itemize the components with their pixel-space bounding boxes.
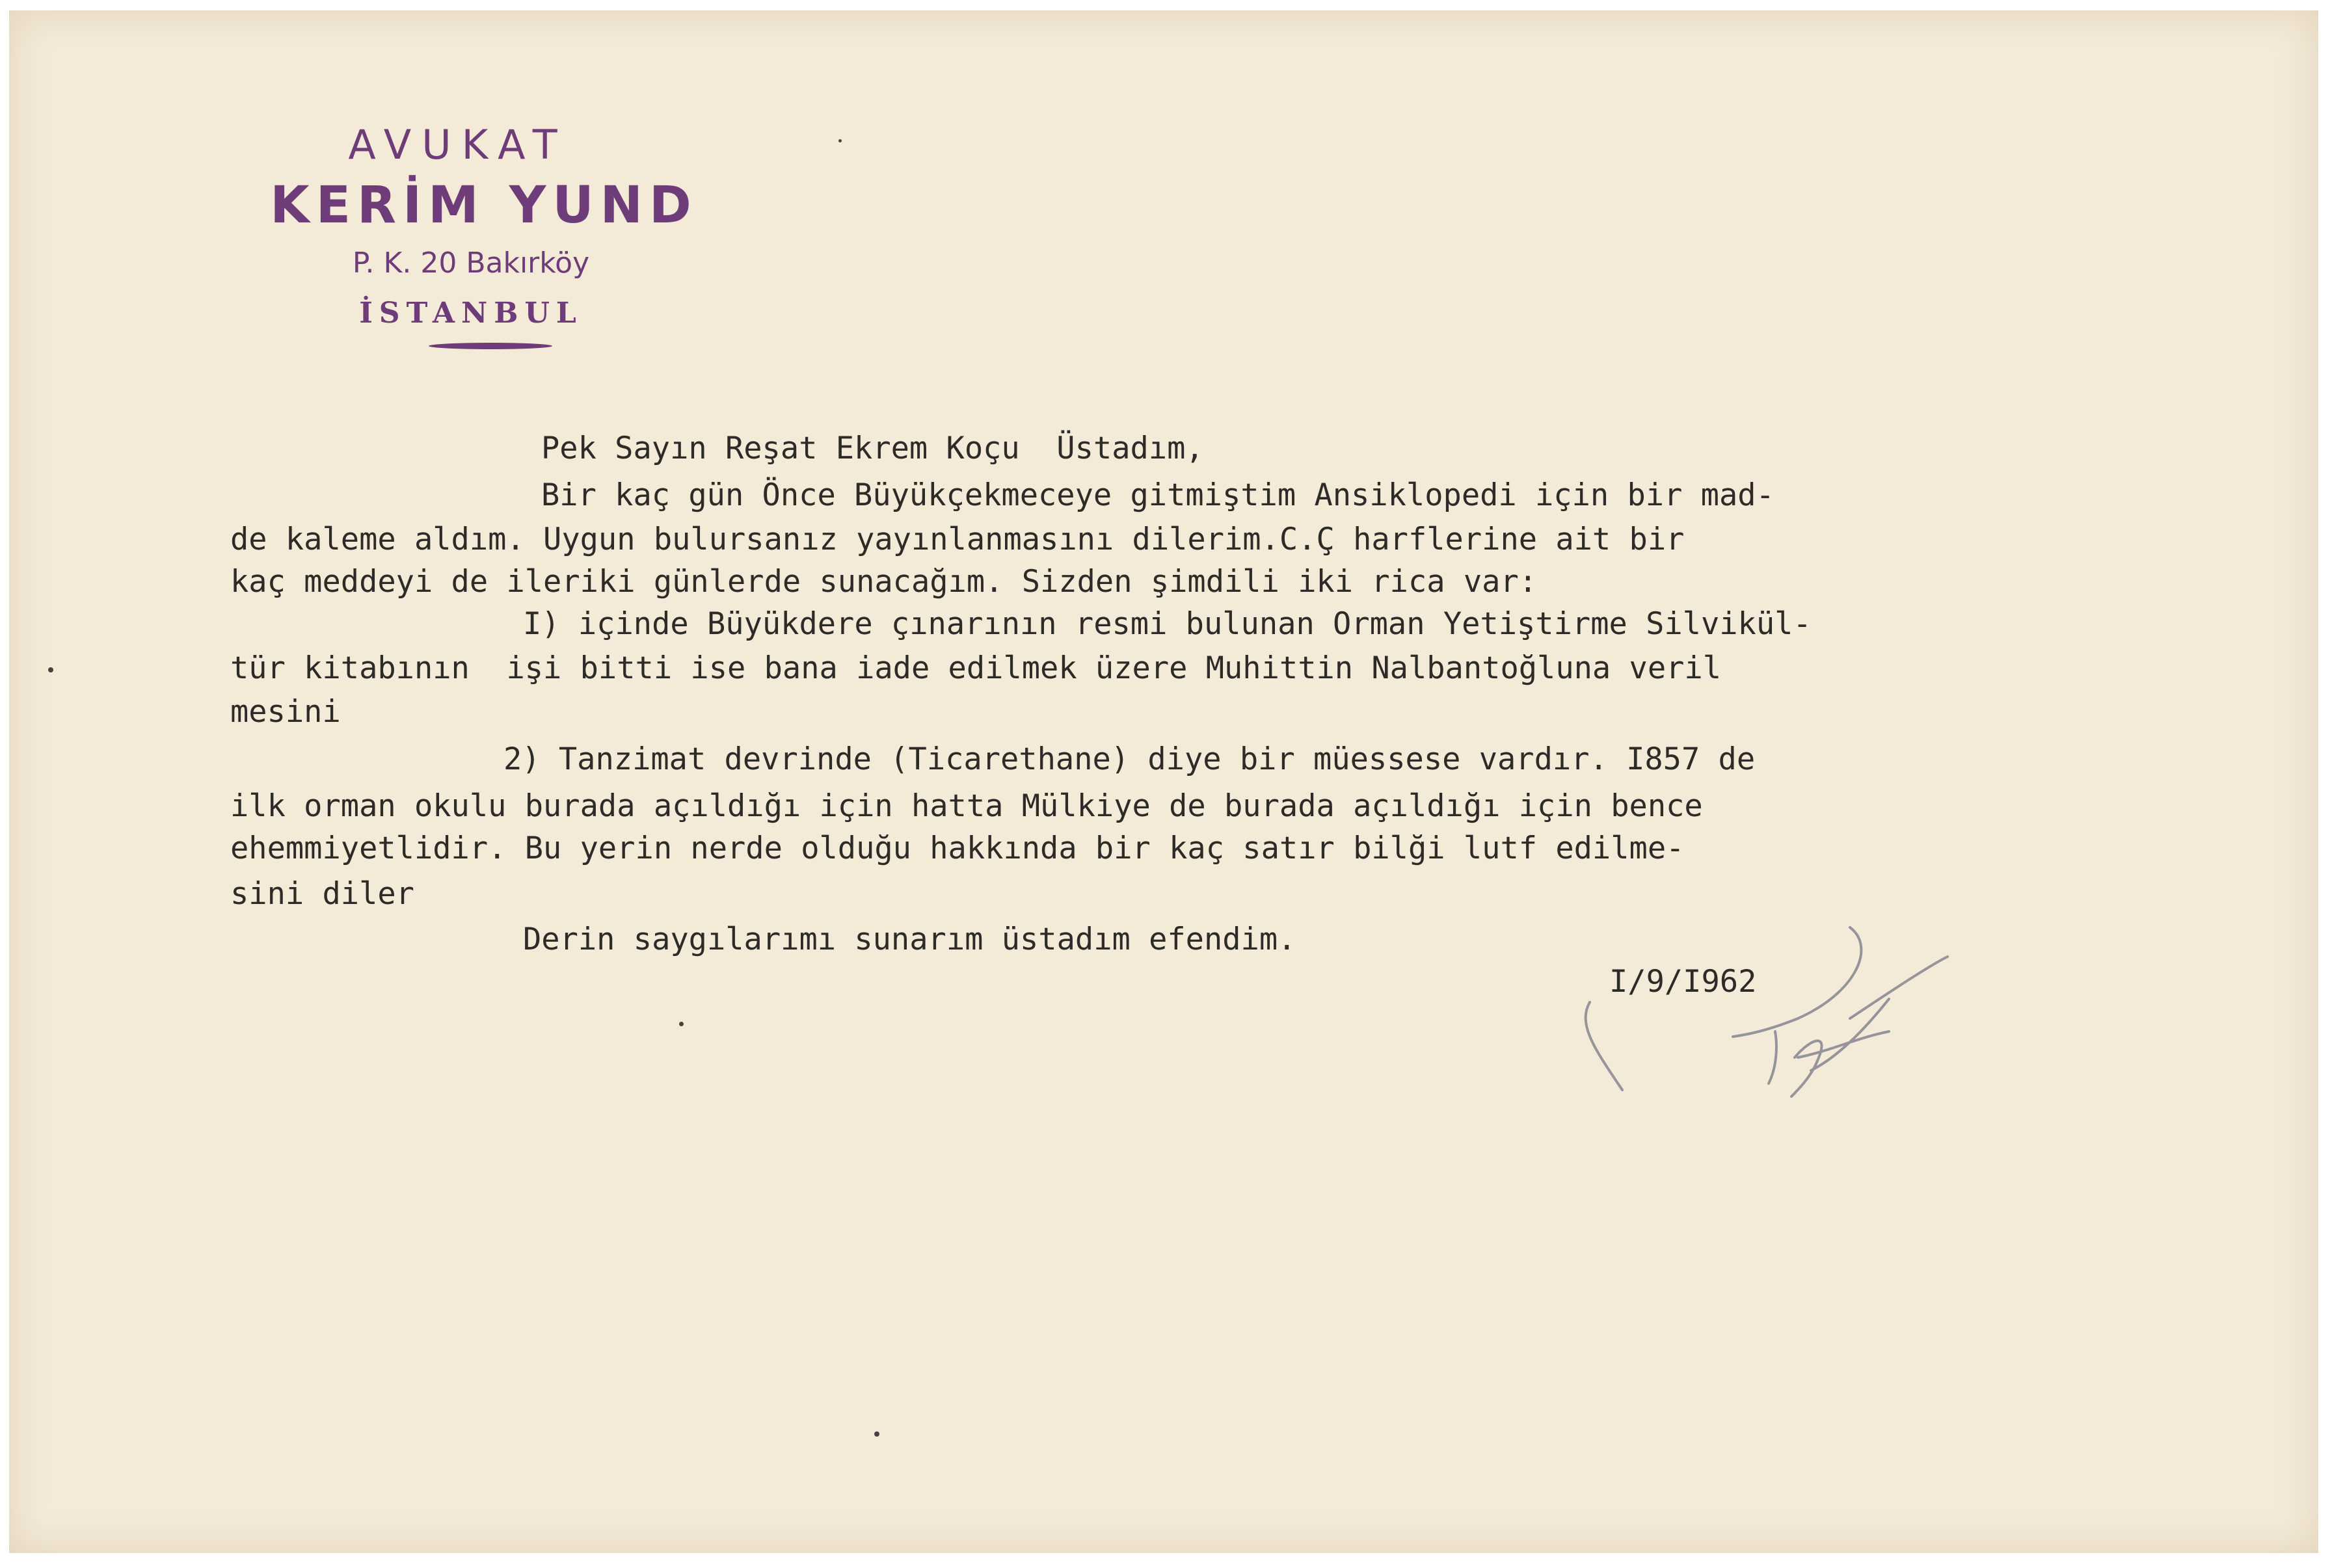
letter-sheet — [9, 10, 2318, 1553]
body-line: ilk orman okulu burada açıldığı için hatta Mülkiye de burada açıldığı için bence — [230, 788, 1703, 824]
body-line: de kaleme aldım. Uygun bulursanız yayınlanmasını dilerim.C.Ç harflerine ait bir — [230, 522, 1685, 557]
date: I/9/I962 — [1609, 964, 1757, 1000]
stamp-name: KERİM YUND — [270, 176, 698, 235]
handwritten-signature — [1551, 921, 1954, 1116]
stamp-city: İSTANBUL — [359, 297, 583, 330]
letter-text — [9, 10, 2318, 1553]
body-line: tür kitabının işi bitti ise bana iade edilmek üzere Muhittin Nalbantoğluna veril — [230, 650, 1722, 686]
body-line: 2) Tanzimat devrinde (Ticarethane) diye bir müessese vardır. I857 de — [503, 741, 1756, 777]
stamp-title: AVUKAT — [348, 121, 568, 168]
body-line: ehemmiyetlidir. Bu yerin nerde olduğu hakkında bir kaç satır bilği lutf edilme- — [230, 831, 1685, 866]
paper-speck — [48, 667, 53, 672]
body-line: I) içinde Büyükdere çınarının resmi bulunan Orman Yetiştirme Silvikül- — [523, 606, 1812, 642]
body-line: sini diler — [230, 876, 414, 912]
paper-speck — [874, 1431, 879, 1437]
body-line: Bir kaç gün Önce Büyükçekmeceye gitmiştim Ansiklopedi için bir mad- — [541, 477, 1774, 513]
stamp-address: P. K. 20 Bakırköy — [352, 246, 590, 280]
body-line: kaç meddeyi de ileriki günlerde sunacağım. Sizden şimdili iki rica var: — [230, 564, 1538, 600]
closing: Derin saygılarımı sunarım üstadım efendim. — [523, 922, 1296, 957]
paper-speck — [838, 139, 842, 142]
body-line: mesini — [230, 694, 341, 730]
paper-speck — [679, 1022, 684, 1026]
salutation: Pek Sayın Reşat Ekrem Koçu Üstadım, — [541, 431, 1204, 466]
